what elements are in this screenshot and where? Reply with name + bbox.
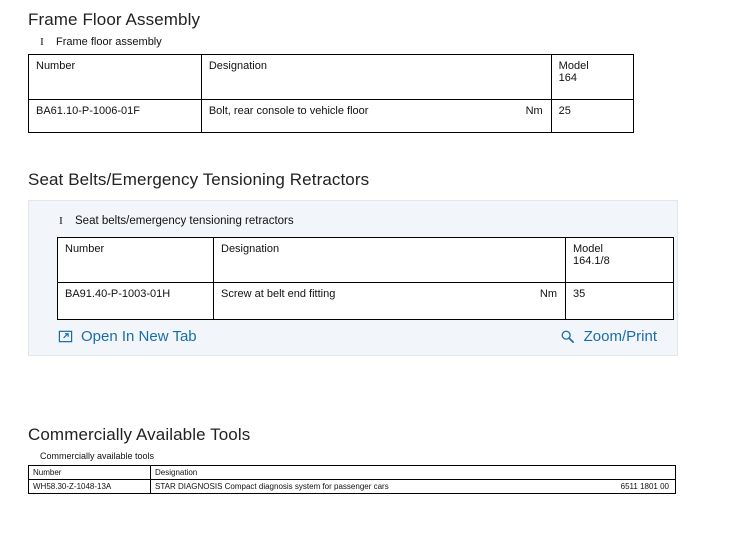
info-icon: I [59, 215, 63, 227]
section-frame-floor-assembly [28, 10, 634, 133]
open-in-new-tab-label: Open In New Tab [81, 328, 197, 345]
seat-belts-panel [28, 200, 678, 356]
section-seat-belts [28, 170, 678, 356]
torque-table-frame-floor [28, 54, 634, 133]
column-header-number: Number [29, 55, 202, 100]
page-title-seat-belts: Seat Belts/Emergency Tensioning Retractors [28, 170, 370, 189]
caption-seat-belts [57, 215, 661, 227]
column-header-designation: Designation [151, 466, 676, 480]
caption-tools: Commercially available tools [40, 451, 155, 461]
column-header-model-line2: 164.1/8 [573, 255, 610, 267]
designation-text: Screw at belt end fitting [221, 288, 336, 300]
cell-designation [151, 480, 676, 494]
column-header-model-line2: 164 [558, 72, 578, 84]
table-header-row [58, 238, 674, 283]
column-header-designation: Designation [201, 55, 551, 100]
cell-designation [214, 283, 566, 320]
table-header-row [29, 466, 676, 480]
column-header-model-line1: Model [558, 60, 589, 72]
page-title-frame-floor-assembly: Frame Floor Assembly [28, 10, 201, 29]
cell-model-value: 35 [566, 283, 674, 320]
torque-table-seat-belts [57, 237, 674, 320]
tools-table [28, 465, 676, 494]
zoom-print-label: Zoom/Print [583, 328, 657, 345]
cell-model-value: 25 [551, 100, 633, 133]
panel-actions [45, 328, 661, 345]
column-header-number: Number [29, 466, 151, 480]
info-icon: I [40, 36, 44, 48]
zoom-print-button[interactable] [560, 328, 657, 345]
table-row [58, 283, 674, 320]
caption-frame-floor-assembly [38, 36, 634, 48]
caption-label: Seat belts/emergency tensioning retractors [75, 215, 294, 227]
cell-number: WH58.30-Z-1048-13A [29, 480, 151, 494]
column-header-model [566, 238, 674, 283]
cell-part-number: 6511 1801 00 [620, 482, 669, 491]
designation-text: Bolt, rear console to vehicle floor [208, 105, 369, 117]
magnifier-icon [560, 329, 576, 345]
column-header-designation: Designation [214, 238, 566, 283]
cell-number: BA61.10-P-1006-01F [29, 100, 202, 133]
column-header-model [551, 55, 633, 100]
table-row [29, 100, 634, 133]
column-header-model-line1: Model [573, 243, 603, 255]
unit-label: Nm [539, 288, 557, 300]
page-title-tools: Commercially Available Tools [28, 425, 251, 444]
open-in-new-tab-icon [57, 329, 73, 345]
unit-label: Nm [525, 105, 543, 117]
section-commercially-available-tools [28, 425, 682, 494]
table-row [29, 480, 676, 494]
table-header-row [29, 55, 634, 100]
cell-designation [201, 100, 551, 133]
open-in-new-tab-button[interactable] [57, 328, 197, 345]
cell-number: BA91.40-P-1003-01H [58, 283, 214, 320]
caption-label: Frame floor assembly [56, 36, 162, 48]
column-header-number: Number [58, 238, 214, 283]
designation-text: STAR DIAGNOSIS Compact diagnosis system for passenger cars [155, 482, 389, 491]
